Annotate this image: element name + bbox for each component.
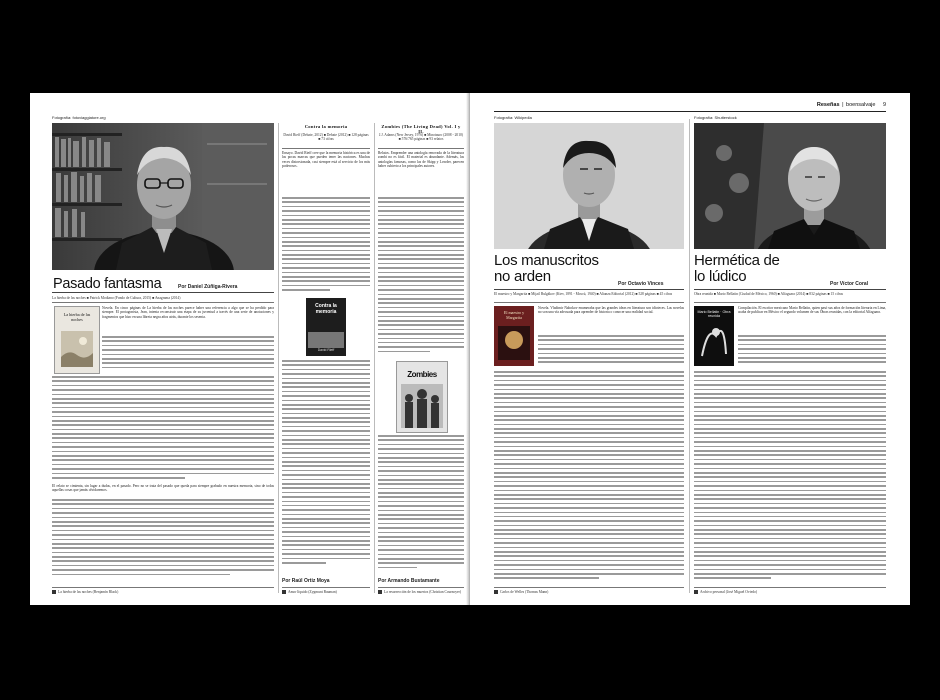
footer-square-icon bbox=[52, 590, 56, 594]
book-cover-contra-la-memoria bbox=[306, 298, 346, 356]
book-cover-la-hierba bbox=[54, 306, 100, 374]
column-3-lines-2 bbox=[378, 435, 464, 575]
article-1-title bbox=[494, 253, 599, 285]
article-2-title bbox=[694, 253, 780, 285]
column-3-footer-rule bbox=[378, 587, 464, 588]
article-1-body: Novela. Vladimir Nabokov enumeraba que las grandes ideas en literatura son idioteces. Las novelas no son una vía adecuada para aprender de historia o conocer una realidad social. bbox=[538, 306, 684, 315]
footer-rule bbox=[52, 587, 274, 588]
article-body-lines-3 bbox=[52, 499, 274, 583]
cover-author-rieff: David Rieff bbox=[317, 348, 335, 352]
cover-illustration bbox=[61, 331, 93, 367]
book-meta: La hierba de las noches ■ Patrick Modiano (Fondo de Cultura, 2015) ■ Anagrama (2014) bbox=[52, 296, 181, 300]
title-rule bbox=[52, 292, 274, 293]
column-3-body: Relatos. Emprender una antología renovada de la literatura zombi no es fácil. El material es abundante. Además, las antologías famosas, como las de Skipp y Lowder, parecen haber cubierto a los principales autores. bbox=[378, 151, 464, 169]
column-divider-2 bbox=[374, 123, 375, 593]
footer-credit-5 bbox=[694, 590, 757, 594]
photo-credit-right-2: Fotografía: Shutterstock bbox=[694, 115, 737, 120]
article-2-lines-2 bbox=[694, 371, 886, 583]
article-2-title-line-2: lo lúdico bbox=[694, 268, 747, 285]
article-1-meta-rule bbox=[494, 302, 684, 303]
article-2-meta-rule bbox=[694, 302, 886, 303]
footer-square-icon bbox=[694, 590, 698, 594]
bellatin-portrait-photo bbox=[694, 123, 886, 249]
column-3-rule bbox=[378, 148, 464, 149]
article-2-footer-rule bbox=[694, 587, 886, 588]
article-1-byline: Por Octavio Vinces bbox=[618, 281, 664, 287]
footer-credit-1 bbox=[52, 590, 118, 594]
book-cover-obra-reunida bbox=[694, 306, 734, 366]
column-3-meta: J.J. Adams (New Jersey, 1976) ■ Minotauro (2008 - 2010) ■ 576/765 páginas ■ 93 relatos bbox=[379, 133, 463, 142]
column-2-meta: David Rieff (Debate, 2012) ■ Debate (2012) ■ 128 páginas ■ 73 cifras bbox=[283, 133, 369, 142]
cover-zombie-crowd-illustration bbox=[401, 384, 443, 428]
footer-text: La resurrección de los muertos (Christian Cournoyer) bbox=[384, 590, 462, 594]
article-2-title-rule bbox=[694, 289, 886, 290]
footer-square-icon bbox=[282, 590, 286, 594]
header-section: Reseñas bbox=[816, 102, 840, 108]
book-cover-zombies bbox=[396, 361, 448, 433]
column-2-body: Ensayo. David Rieff cree que la memoria histórica es una de las pocas marcas que pueden tener las naciones. Muchas veces distorsionada, casi siempre está al servicio de los más poderosos. bbox=[282, 151, 370, 169]
running-header: Reseñas | boensalvaje 9 bbox=[816, 102, 886, 108]
column-2-rule bbox=[282, 148, 370, 149]
header-rule bbox=[494, 111, 886, 112]
article-2-byline: Por Víctor Coral bbox=[830, 281, 869, 287]
article-2-book-meta: Obra reunida ■ Mario Bellatin (Ciudad de México, 1960) ■ Alfaguara (2014) ■ 832 páginas ■ 15 cifras bbox=[694, 292, 843, 296]
article-1-footer-rule bbox=[494, 587, 684, 588]
footer-credit-2 bbox=[282, 590, 337, 594]
footer-text: La hierba de las noches (Benjamín Black) bbox=[58, 590, 119, 594]
cover-image-block bbox=[308, 332, 344, 348]
article-byline: Por Daniel Zúñiga-Rivera bbox=[178, 284, 238, 290]
column-3-signature: Por Armando Bustamante bbox=[378, 578, 440, 584]
left-page bbox=[30, 93, 470, 605]
column-2-signature: Por Raúl Ortiz Moya bbox=[282, 578, 330, 584]
article-title: Pasado fantasma bbox=[53, 276, 162, 292]
cover-title-maestro: El maestro y Margarita bbox=[503, 310, 525, 320]
article-body-intro: Novela. En cinco páginas de La hierba de las noches parece haber una referencia a algo que se ha perdido para siempre. El protagonista, Jean, intenta reconstruir una etapa de su juventud a través de una serie de anotaciones y fragmentos que hizo en una libreta negra años atrás, durante los sesenta. bbox=[102, 306, 274, 319]
article-1-title-line-2: no arden bbox=[494, 268, 551, 285]
right-column-divider bbox=[689, 119, 690, 593]
column-2-heading: Contra la memoria bbox=[304, 124, 348, 129]
column-2-lines bbox=[282, 197, 370, 295]
article-1-lines-2 bbox=[494, 371, 684, 583]
article-2-body: Compilación. El escritor mexicano Mario Bellatin, quien pasó sus años de formación literaria en Lima, acaba de publicar en México el segundo volumen de sus Obras reunidas, con la editorial Alfaguara. bbox=[738, 306, 886, 315]
column-2-footer-rule bbox=[282, 587, 370, 588]
article-body-lines bbox=[102, 336, 274, 374]
article-2-title-line-1: Hermética de bbox=[694, 252, 780, 269]
cover-title-contra: Contra la memoria bbox=[315, 303, 337, 315]
article-1-title-rule bbox=[494, 289, 684, 290]
book-cover-title: La hierba de las noches bbox=[63, 312, 91, 322]
article-body-lines-2 bbox=[52, 376, 274, 482]
column-divider bbox=[278, 123, 279, 593]
magazine-spread bbox=[30, 93, 910, 605]
article-body-para-2: El relato se cimienta, sin lugar a dudas, en el pasado. Pero no se trata del pasado que queda para siempre grabado en nuestra memoria, sino de todas aquellas cosas que jamás olvidaremos. bbox=[52, 484, 274, 493]
right-page bbox=[470, 93, 910, 605]
article-1-lines bbox=[538, 335, 684, 369]
footer-text: Amor líquido (Zygmunt Bauman) bbox=[288, 590, 337, 594]
meta-rule bbox=[52, 302, 274, 303]
footer-credit-3 bbox=[378, 590, 464, 594]
footer-credit-4 bbox=[494, 590, 548, 594]
column-3-lines bbox=[378, 197, 464, 357]
header-brand: boensalvaje bbox=[846, 102, 876, 108]
bulgakov-portrait-photo bbox=[494, 123, 684, 249]
footer-square-icon bbox=[494, 590, 498, 594]
photo-credit-right-1: Fotografía: Wikipedia bbox=[494, 115, 532, 120]
cover-title-bellatin: Mario Bellatin · Obra reunida bbox=[697, 310, 731, 319]
page-number: 9 bbox=[882, 102, 886, 108]
photo-credit-left: Fotografía: fotoviaggiatore.org bbox=[52, 115, 106, 120]
column-2-lines-2 bbox=[282, 360, 370, 574]
book-cover-el-maestro bbox=[494, 306, 534, 366]
footer-text: Carlos de Welles (Thomas Mann) bbox=[500, 590, 549, 594]
article-1-book-meta: El maestro y Margarita ■ Mijail Bulgákov (Kiev, 1891 - Moscú, 1940) ■ Alianza Editorial (2012) ■ 528 páginas ■ 45 cifras bbox=[494, 292, 673, 296]
author-portrait-photo bbox=[52, 123, 274, 270]
cover-title-zombies: Zombies bbox=[407, 370, 437, 379]
footer-square-icon bbox=[378, 590, 382, 594]
footer-text: Archivo personal (José Miguel Oviedo) bbox=[700, 590, 758, 594]
article-1-title-line-1: Los manuscritos bbox=[494, 252, 599, 269]
column-3-heading: Zombies (The Living Dead) Vol. I y II. bbox=[381, 124, 461, 134]
article-2-lines bbox=[738, 335, 886, 369]
